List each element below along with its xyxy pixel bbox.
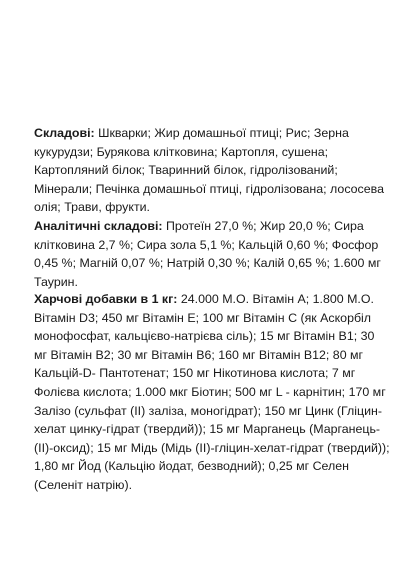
additives-heading: Харчові добавки в 1 кг: bbox=[34, 292, 178, 306]
ingredients-text: Шкварки; Жир домашньої птиці; Рис; Зерна кукурудзи; Бурякова клітковина; Картопля, сушена; Картопляний білок; Тваринний білок, гідролізований; Мінерали; Печінка домашньої птиці, гідролізована; лососева олія; Трави, фрукти. bbox=[34, 126, 384, 215]
ingredients-paragraph bbox=[34, 124, 390, 217]
analytical-paragraph bbox=[34, 217, 390, 291]
additives-paragraph bbox=[34, 290, 390, 495]
additives-text: 24.000 М.О. Вітамін А; 1.800 М.О. Вітамін D3; 450 мг Вітамін Е; 100 мг Вітамін С (як Аскорбіл монофосфат, кальцієво-натрієва сіль); 15 мг Вітамін B1; 30 мг Вітамін B2; 30 мг Вітамін B6; 160 мг Вітамін B12; 80 мг Кальцій-D- Пантотенат; 150 мг Нікотинова кислота; 7 мг Фолієва кислота; 1.000 мкг Біотин; 500 мг L - карнітин; 170 мг Залізо (сульфат (II) заліза, моногідрат); 150 мг Цинк (Гліцин-хелат цинку-гідрат (твердий)); 15 мг Марганець (Марганець-(II)-оксид); 15 мг Мідь (Мідь (II)-гліцин-хелат-гідрат (твердий)); 1,80 мг Йод (Кальцію йодат, безводний); 0,25 мг Селен (Селеніт натрію). bbox=[34, 292, 390, 492]
analytical-heading: Аналітичні складові: bbox=[34, 219, 163, 233]
ingredients-heading: Складові: bbox=[34, 126, 95, 140]
analytical-text: Протеїн 27,0 %; Жир 20,0 %; Сира клітковина 2,7 %; Сира зола 5,1 %; Кальцій 0,60 %; Фосфор 0,45 %; Магній 0,07 %; Натрій 0,30 %; Калій 0,65 %; 1.600 мг Таурин. bbox=[34, 219, 381, 289]
